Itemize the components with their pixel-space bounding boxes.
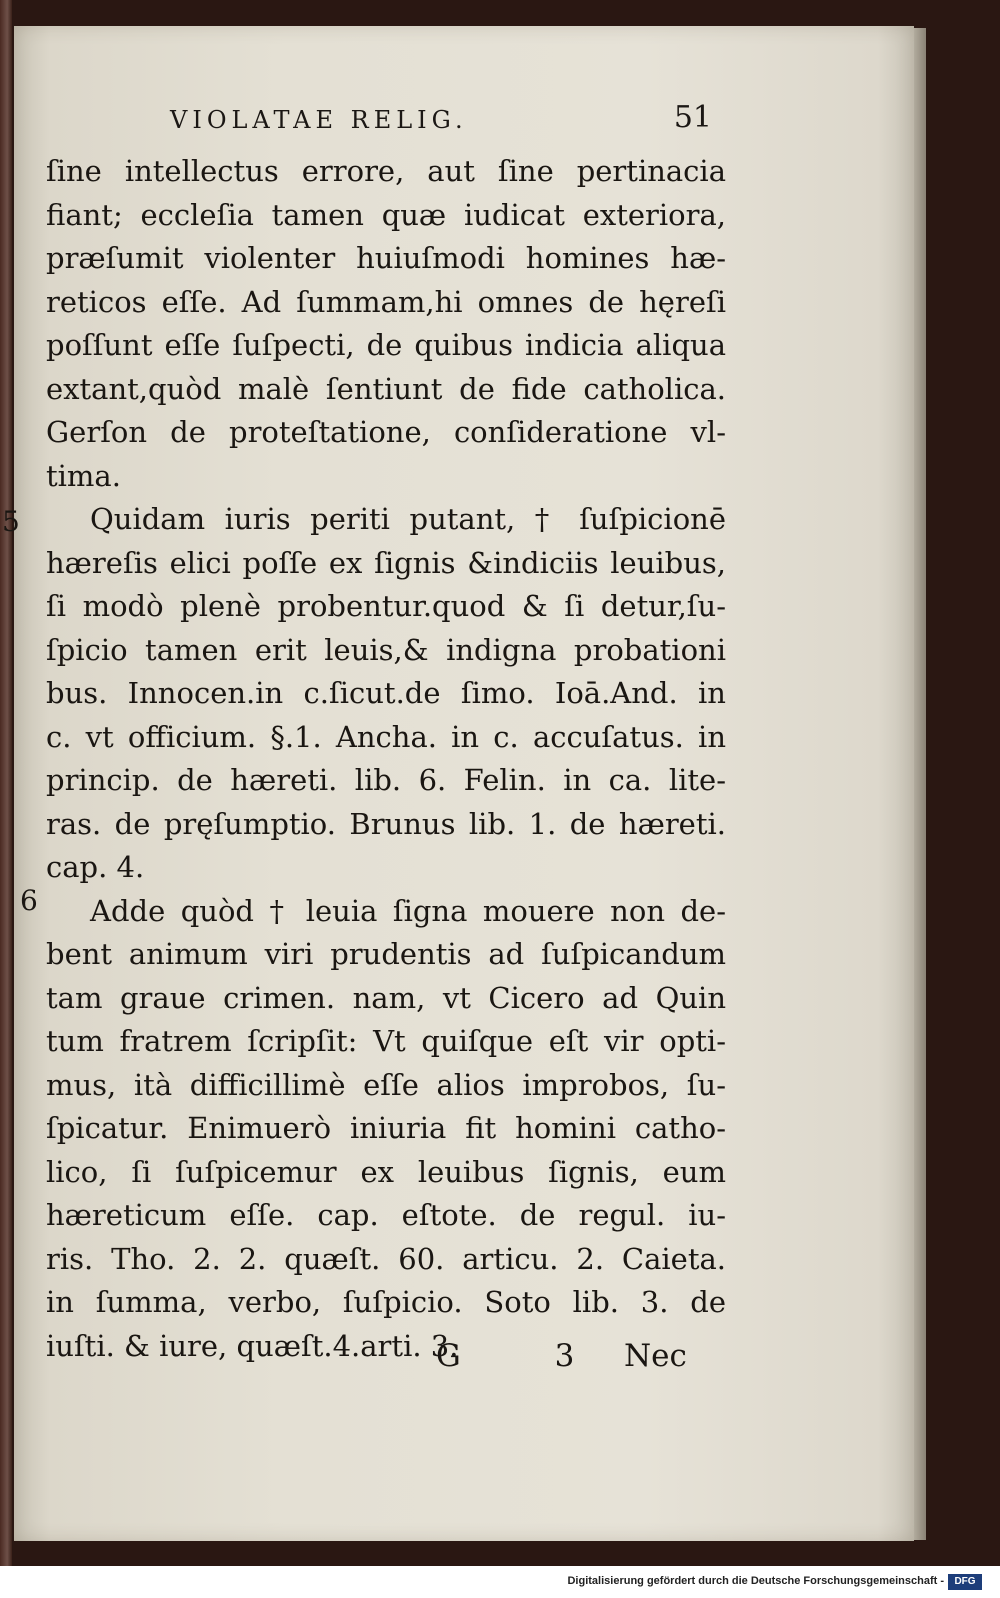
margin-note-5: 5 <box>2 505 20 538</box>
text-line: cap. 4. <box>46 850 145 884</box>
page-number: 51 <box>673 100 712 135</box>
text-line: Gerſon de proteſtatione, conſideratione vl- <box>46 415 726 449</box>
text-line: in ſumma, verbo, ſuſpicio. Soto lib. 3. de <box>46 1285 726 1319</box>
running-head <box>160 98 720 138</box>
text-line: ris. Tho. 2. 2. quæſt. 60. articu. 2. Caieta. <box>46 1241 726 1276</box>
body-text <box>46 150 726 1368</box>
credit-bar <box>0 1566 1000 1598</box>
text-line: ras. de pręſumptio. Brunus lib. 1. de hæreti. <box>46 806 726 841</box>
text-line: ſpicio tamen erit leuis,& indigna probationi <box>46 632 726 667</box>
text-line: iuſti. & iure, quæſt.4.arti. 3. <box>46 1328 459 1363</box>
text-line: præſumit violenter huiuſmodi homines hæ- <box>46 241 726 275</box>
text-line: bent animum viri prudentis ad ſuſpicandum <box>46 937 726 971</box>
text-line: princip. de hæreti. lib. 6. Felin. in ca. lite- <box>46 763 726 797</box>
dfg-logo: DFG <box>948 1574 982 1590</box>
text-line: mus, ità difficillimè eſſe alios improbos, ſu- <box>46 1067 726 1102</box>
text-line: tima. <box>46 458 121 493</box>
text-line: poſſunt eſſe ſuſpecti, de quibus indicia aliqua <box>46 328 726 362</box>
book-binding <box>0 0 12 1566</box>
text-line: extant,quòd malè ſentiunt de fide catholica. <box>46 371 726 406</box>
text-line: lico, ſi ſuſpicemur ex leuibus ſignis, eum <box>46 1154 726 1189</box>
text-line: Adde quòd † leuia ſigna mouere non de- <box>90 893 726 928</box>
margin-note-6: 6 <box>20 884 38 917</box>
text-line: hæreſis elici poſſe ex ſignis &indiciis leuibus, <box>46 545 726 580</box>
credit-text: Digitalisierung gefördert durch die Deutsche Forschungsgemeinschaft - <box>567 1575 944 1587</box>
text-line: ſpicatur. Enimuerò iniuria fit homini catho- <box>46 1111 726 1145</box>
catchword: Nec <box>624 1338 687 1374</box>
running-title: VIOLATAE RELIG. <box>170 106 468 134</box>
text-line: fiant; eccleſia tamen quæ iudicat exteriora, <box>46 197 726 232</box>
text-line: bus. Innocen.in c.ſicut.de ſimo. Ioā.And. in <box>46 676 726 710</box>
text-line: reticos eſſe. Ad ſummam,hi omnes de hęreſi <box>46 284 726 319</box>
page-footer <box>46 1338 726 1378</box>
page-edge <box>912 28 926 1540</box>
text-line: ſi modò plenè probentur.quod & ſi detur,ſu- <box>46 589 726 623</box>
text-line: c. vt officium. §.1. Ancha. in c. accuſatus. in <box>46 719 726 754</box>
text-line: Quidam iuris periti putant, † ſuſpicionē <box>90 502 726 536</box>
text-line: tum fratrem ſcripſit: Vt quiſque eſt vir opti- <box>46 1024 726 1058</box>
text-line: tam graue crimen. nam, vt Cicero ad Quin <box>46 980 726 1015</box>
text-line: ſine intellectus errore, aut ſine pertinacia <box>46 154 726 188</box>
signature-mark: G 3 <box>436 1338 617 1374</box>
text-line: hæreticum eſſe. cap. eſtote. de regul. iu- <box>46 1198 726 1232</box>
